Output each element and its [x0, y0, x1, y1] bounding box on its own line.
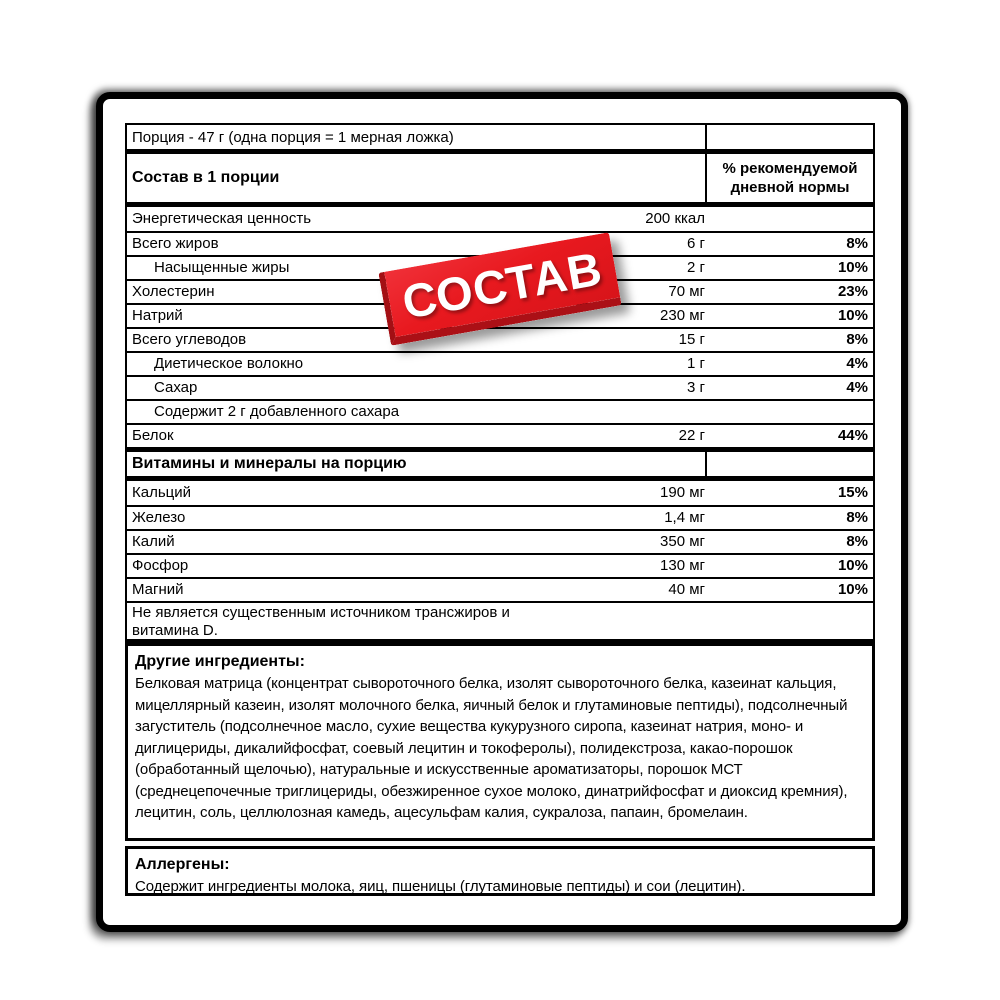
vitamin-dv: 8% — [846, 509, 868, 526]
vitamin-amount: 350 мг — [660, 533, 705, 550]
nutrient-dv: 10% — [837, 259, 868, 276]
nutrient-dv: 4% — [846, 355, 868, 372]
nutrient-label: Белок — [132, 427, 174, 444]
vitamin-dv: 10% — [837, 557, 868, 574]
sostav-stamp-label: СОСТАВ — [398, 240, 607, 329]
daily-value-header-line1: % рекомендуемой — [722, 160, 858, 177]
nutrient-row-dietary-fiber — [127, 351, 873, 375]
nutrient-row-protein — [127, 423, 873, 447]
vitamin-amount: 1,4 мг — [664, 509, 705, 526]
vitamin-row-potassium — [127, 529, 873, 553]
vitamins-header-empty-cell — [707, 452, 873, 476]
nutrient-amount: 6 г — [687, 235, 705, 252]
vitamin-amount: 190 мг — [660, 484, 705, 501]
nutrient-label: Насыщенные жиры — [154, 259, 290, 276]
vitamin-amount: 40 мг — [668, 581, 705, 598]
composition-header-title: Состав в 1 порции — [127, 154, 707, 202]
vitamin-amount: 130 мг — [660, 557, 705, 574]
nutrient-amount: 200 ккал — [645, 210, 705, 227]
vitamin-label: Кальций — [132, 484, 191, 501]
vitamin-label: Калий — [132, 533, 175, 550]
allergens-box — [125, 846, 875, 896]
not-significant-source-note — [127, 601, 873, 639]
other-ingredients-box — [125, 643, 875, 841]
nutrient-row-sugar — [127, 375, 873, 399]
allergens-title: Аллергены: — [135, 856, 230, 873]
vitamin-dv: 15% — [837, 484, 868, 501]
nutrient-label: Холестерин — [132, 283, 215, 300]
nutrient-amount: 2 г — [687, 259, 705, 276]
nutrient-label: Натрий — [132, 307, 183, 324]
vitamin-row-calcium — [127, 481, 873, 505]
vitamin-label: Железо — [132, 509, 186, 526]
nutrient-dv: 44% — [837, 427, 868, 444]
serving-size-text: Порция - 47 г (одна порция = 1 мерная ложка) — [127, 125, 707, 149]
other-ingredients-text: Белковая матрица (концентрат сывороточного белка, изолят сывороточного белка, казеинат кальция, мицеллярный казеин, изолят молочного белка, яичный белок и глутаминовые пептиды), подсолнечный загуститель (подсолнечное масло, сухие вещества кукурузного сиропа, казеинат натрия, моно- и диглицериды, дикалийфосфат, соевый лецитин и токоферолы), полидекстроза, какао-порошок (обработанный щелочью), натуральные и искусственные ароматизаторы, порошок МСТ (среднецепочечные триглицериды, обезжиренное сухое молоко, динатрийфосфат и диоксид кремния), лецитин, соль, целлюлозная камедь, ацесульфам калия, сукралоза, папаин, бромелаин. — [135, 675, 848, 821]
nutrient-amount: 70 мг — [668, 283, 705, 300]
nutrient-dv: 8% — [846, 235, 868, 252]
nutrient-amount: 1 г — [687, 355, 705, 372]
serving-row — [127, 125, 873, 149]
nutrient-amount: 15 г — [678, 331, 705, 348]
nutrient-row-added-sugar — [127, 399, 873, 423]
nutrient-row-energy — [127, 207, 873, 231]
nutrient-dv: 10% — [837, 307, 868, 324]
composition-header-row — [127, 154, 873, 202]
nutrient-dv: 8% — [846, 331, 868, 348]
nutrient-label: Содержит 2 г добавленного сахара — [154, 403, 400, 420]
nutrient-dv: 4% — [846, 379, 868, 396]
allergens-text: Содержит ингредиенты молока, яиц, пшеницы (глутаминовые пептиды) и сои (лецитин). — [135, 878, 746, 895]
nutrient-amount: 3 г — [687, 379, 705, 396]
label-content — [125, 123, 875, 896]
nutrient-amount: 22 г — [678, 427, 705, 444]
nutrient-label: Сахар — [154, 379, 198, 396]
nutrition-table — [125, 123, 875, 643]
nutrient-label: Всего углеводов — [132, 331, 247, 348]
vitamin-label: Фосфор — [132, 557, 189, 574]
vitamin-dv: 10% — [837, 581, 868, 598]
vitamin-row-magnesium — [127, 577, 873, 601]
nutrient-row-total-carbs — [127, 327, 873, 351]
vitamin-row-phosphorus — [127, 553, 873, 577]
vitamin-label: Магний — [132, 581, 184, 598]
nutrient-amount: 230 мг — [660, 307, 705, 324]
other-ingredients-title: Другие ингредиенты: — [135, 653, 305, 670]
note-line1: Не является существенным источником трансжиров и — [132, 604, 510, 621]
vitamin-row-iron — [127, 505, 873, 529]
vitamins-header-row — [127, 452, 873, 476]
vitamins-header-title: Витамины и минералы на порцию — [127, 452, 707, 476]
nutrient-label: Диетическое волокно — [154, 355, 304, 372]
daily-value-header-line2: дневной нормы — [730, 179, 850, 196]
nutrient-dv: 23% — [837, 283, 868, 300]
daily-value-header — [707, 154, 873, 202]
serving-row-empty-cell — [707, 125, 873, 149]
note-line2: витамина D. — [132, 622, 218, 639]
nutrient-label: Энергетическая ценность — [132, 210, 312, 227]
nutrition-label — [96, 92, 908, 932]
vitamin-dv: 8% — [846, 533, 868, 550]
nutrient-label: Всего жиров — [132, 235, 219, 252]
